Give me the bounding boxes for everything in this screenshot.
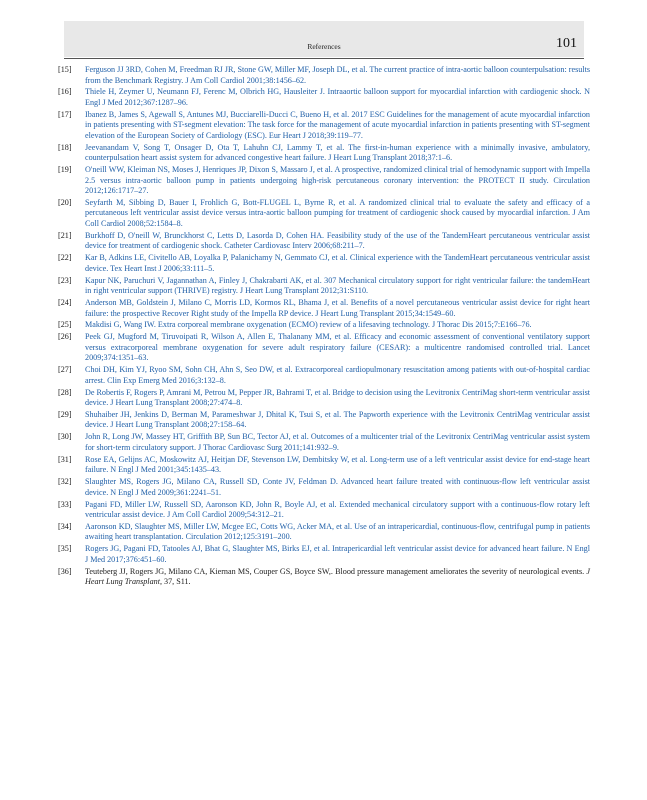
reference-item — [58, 143, 590, 164]
reference-number: [25] — [58, 320, 72, 330]
reference-number: [27] — [58, 365, 72, 375]
reference-text[interactable]: Slaughter MS, Rogers JG, Milano CA, Russell SD, Conte JV, Feldman D. Advanced heart failure treated with continuous-flow left ventricular assist device. N Engl J Med 2009;361:2241–51. — [85, 477, 590, 497]
reference-text[interactable]: O'neill WW, Kleiman NS, Moses J, Henriques JP, Dixon S, Massaro J, et al. A prospective, randomized clinical trial of hemodynamic support with Impella 2.5 versus intra-aortic balloon pump in patients undergoing high-risk percutaneous coronary intervention: the PROTECT II study. Circulation 2012;126:1717–27. — [85, 165, 590, 196]
reference-number: [20] — [58, 197, 72, 207]
reference-number: [17] — [58, 109, 72, 119]
reference-journal: J Heart Lung Transplant — [85, 566, 591, 587]
reference-number: [21] — [58, 230, 72, 240]
reference-item — [58, 276, 590, 297]
reference-number: [32] — [58, 477, 72, 487]
reference-volume: 37 — [164, 577, 173, 587]
reference-text[interactable]: Kar B, Adkins LE, Civitello AB, Loyalka P, Palanichamy N, Gemmato CJ, et al. Clinical experience with the TandemHeart percutaneous ventricular assist device. Tex Heart Inst J 2006;33:111–5. — [85, 253, 590, 273]
reference-item — [58, 65, 590, 86]
reference-text[interactable]: Shuhaiber JH, Jenkins D, Berman M, Parameshwar J, Dhital K, Tsui S, et al. The Papworth experience with the Levitronix CentriMag ventricular assist device. J Heart Lung Transplant 2008;27:158–64. — [85, 409, 590, 430]
reference-number: [22] — [58, 253, 72, 263]
reference-number: [16] — [58, 87, 72, 97]
reference-text[interactable]: John R, Long JW, Massey HT, Griffith BP, Sun BC, Tector AJ, et al. Outcomes of a multicenter trial of the Levitronix CentriMag ventricular assist system for short-term circulatory support. J Thorac Cardiovasc Surg 2011;141:932–9. — [85, 432, 590, 452]
reference-text[interactable]: Thiele H, Zeymer U, Neumann FJ, Ferenc M, Olbrich HG, Hausleiter J. Intraaortic balloon support for myocardial infarction with cardiogenic shock. N Engl J Med 2012;367:1287–96. — [85, 87, 590, 107]
reference-item — [58, 253, 590, 274]
reference-number: [26] — [58, 332, 72, 342]
reference-number: [23] — [58, 275, 72, 285]
reference-item — [58, 455, 590, 476]
reference-item — [58, 198, 590, 230]
reference-text[interactable]: Rogers JG, Pagani FD, Tatooles AJ, Bhat G, Slaughter MS, Birks EJ, et al. Intrapericardial left ventricular assist device for advanced heart failure. N Engl J Med 2017;376:451–60. — [85, 544, 590, 564]
reference-body: Teuteberg JJ, Rogers JG, Milano CA, Kiernan MS, Couper GS, Boyce SW,. Blood pressure management ameliorates the severity of neurological events. — [85, 566, 585, 576]
reference-item — [58, 165, 590, 197]
header-rule — [64, 58, 584, 59]
reference-item — [58, 332, 590, 364]
reference-pages: , S11. — [172, 577, 191, 587]
reference-number: [34] — [58, 521, 72, 531]
reference-item — [58, 477, 590, 498]
reference-text[interactable]: Peek GJ, Mugford M, Tiruvoipati R, Wilson A, Allen E, Thalanany MM, et al. Efficacy and economic assessment of conventional ventilatory support versus extracorporeal membrane oxygenation for severe adult respiratory failure (CESAR): a multicentre randomised controlled trial. Lancet 2009;374:1351–63. — [85, 332, 590, 363]
reference-text[interactable]: Ibanez B, James S, Agewall S, Antunes MJ, Bucciarelli-Ducci C, Bueno H, et al. 2017 ESC Guidelines for the management of acute myocardial infarction in patients presenting with ST-segment elevation: The task force for the management of acute myocardial infarction in patients presenting with ST-segment elevation of the European Society of Cardiology (ESC). Eur Heart J 2018;39:119–77. — [85, 109, 590, 140]
running-head: References — [307, 42, 341, 51]
reference-list — [58, 65, 590, 589]
reference-text[interactable]: Aaronson KD, Slaughter MS, Miller LW, Mcgee EC, Cotts WG, Acker MA, et al. Use of an intrapericardial, continuous-flow, centrifugal pump in patients awaiting heart transplantation. Circulation 2012;125:3191–200. — [85, 521, 590, 542]
reference-item — [58, 320, 590, 331]
reference-text[interactable]: Makdisi G, Wang IW. Extra corporeal membrane oxygenation (ECMO) review of a lifesaving technology. J Thorac Dis 2015;7:E166–76. — [85, 320, 532, 330]
reference-text[interactable]: De Robertis F, Rogers P, Amrani M, Petrou M, Pepper JR, Bahrami T, et al. Bridge to decision using the Levitronix CentriMag short-term ventricular assist device. J Heart Lung Transplant 2008;27:474–8. — [85, 387, 590, 408]
reference-item — [58, 567, 590, 588]
reference-number: [18] — [58, 142, 72, 152]
reference-item — [58, 365, 590, 386]
reference-text[interactable]: Kapur NK, Paruchuri V, Jagannathan A, Finley J, Chakrabarti AK, et al. 307 Mechanical circulatory support for right ventricular failure: the tandemHeart in right ventricular support (THRIVE) registry. J Heart Lung Transplant 2012;31:S110. — [85, 275, 590, 296]
reference-item — [58, 500, 590, 521]
reference-number: [15] — [58, 65, 72, 74]
reference-number: [36] — [58, 566, 72, 576]
reference-item — [58, 231, 590, 252]
reference-text — [85, 567, 590, 588]
reference-item — [58, 110, 590, 142]
reference-item — [58, 388, 590, 409]
reference-text[interactable]: Seyfarth M, Sibbing D, Bauer I, Frohlich G, Bott-FLUGEL L, Byrne R, et al. A randomized clinical trial to evaluate the safety and efficacy of a percutaneous left ventricular assist device versus intra-aortic balloon pumping for treatment of cardiogenic shock caused by myocardial infarction. J Am Coll Cardiol 2008;52:1584–8. — [85, 197, 590, 228]
reference-separator: , — [159, 577, 165, 587]
reference-number: [28] — [58, 387, 72, 397]
page-number: 101 — [556, 36, 577, 51]
reference-text[interactable]: Pagani FD, Miller LW, Russell SD, Aaronson KD, John R, Boyle AJ, et al. Extended mechanical circulatory support with a continuous-flow rotary left ventricular assist device. J Am Coll Cardiol 2009;54:312–21. — [85, 499, 590, 520]
reference-item — [58, 87, 590, 108]
reference-item — [58, 410, 590, 431]
reference-number: [24] — [58, 298, 72, 308]
reference-number: [19] — [58, 165, 72, 175]
reference-item — [58, 522, 590, 543]
reference-text[interactable]: Burkhoff D, O'neill W, Brunckhorst C, Letts D, Lasorda D, Cohen HA. Feasibility study of the use of the TandemHeart percutaneous ventricular assist device for treatment of cardiogenic shock. Catheter Cardiovasc Interv 2006;68:211–7. — [85, 230, 590, 251]
reference-text[interactable]: Rose EA, Gelijns AC, Moskowitz AJ, Heitjan DF, Stevenson LW, Dembitsky W, et al. Long-term use of a left ventricular assist device for end-stage heart failure. N Engl J Med 2001;345:1435–43. — [85, 454, 590, 475]
reference-text[interactable]: Ferguson JJ 3RD, Cohen M, Freedman RJ JR, Stone GW, Miller MF, Joseph DL, et al. The current practice of intra-aortic balloon counterpulsation: results from the Benchmark Registry. J Am Coll Cardiol 2001;38:1456–62. — [85, 65, 590, 85]
reference-item — [58, 298, 590, 319]
reference-item — [58, 432, 590, 453]
reference-item — [58, 544, 590, 565]
reference-text[interactable]: Choi DH, Kim YJ, Ryoo SM, Sohn CH, Ahn S, Seo DW, et al. Extracorporeal cardiopulmonary resuscitation among patients with out-of-hospital cardiac arrest. Clin Exp Emerg Med 2016;3:132–8. — [85, 365, 590, 385]
reference-number: [31] — [58, 454, 72, 464]
reference-number: [29] — [58, 409, 72, 419]
reference-number: [35] — [58, 544, 72, 554]
reference-number: [30] — [58, 432, 72, 442]
reference-text[interactable]: Jeevanandam V, Song T, Onsager D, Ota T, Lahuhn CJ, Lammy T, et al. The first-in-human experience with a minimally invasive, ambulatory, counterpulsation heart assist system for advanced congestive heart failure. J Heart Lung Transplant 2018;37:1–6. — [85, 142, 590, 163]
reference-text[interactable]: Anderson MB, Goldstein J, Milano C, Morris LD, Kormos RL, Bhama J, et al. Benefits of a novel percutaneous ventricular assist device for right heart failure: the prospective Recover Right study of the Impella RP device. J Heart Lung Transplant 2015;34:1549–60. — [85, 298, 590, 318]
reference-number: [33] — [58, 499, 72, 509]
